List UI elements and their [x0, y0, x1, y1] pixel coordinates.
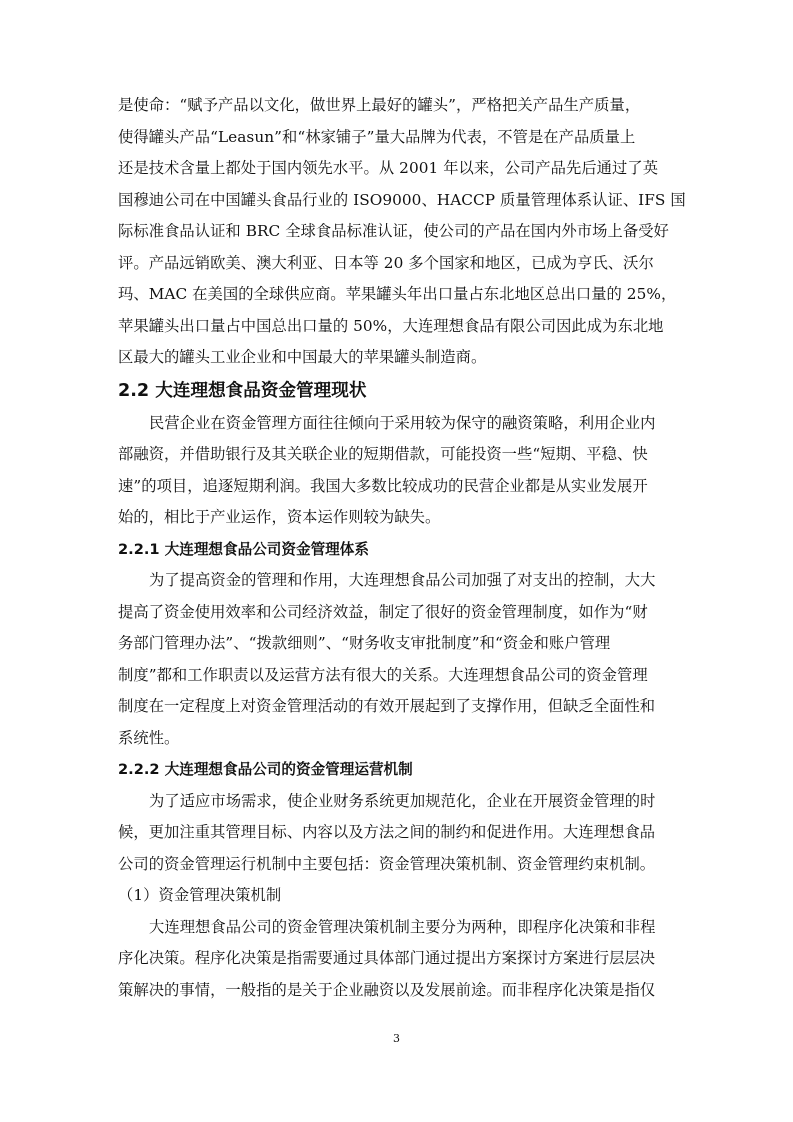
paragraph-line: 是使命：“赋予产品以文化，做世界上最好的罐头”，严格把关产品生产质量，: [118, 96, 641, 114]
paragraph-line: 提高了资金使用效率和公司经济效益，制定了很好的资金管理制度，如作为“财: [118, 602, 648, 621]
section-2-2-2-paragraph: [118, 786, 678, 1007]
paragraph-line: 还是技术含量上都处于国内领先水平。从 2001 年以来，公司产品先后通过了英: [118, 159, 659, 177]
paragraph-line: 为了提高资金的管理和作用，大连理想食品公司加强了对支出的控制，大大: [149, 571, 656, 589]
paragraph-line: 务部门管理办法”、“拨款细则”、“财务收支审批制度”和“资金和账户管理: [118, 634, 611, 652]
paragraph-line: 速”的项目，追逐短期利润。我国大多数比较成功的民营企业都是从实业发展开: [118, 476, 648, 495]
paragraph-line: 制度”都和工作职责以及运营方法有很大的关系。大连理想食品公司的资金管理: [118, 665, 648, 684]
section-2-2-1-paragraph: [118, 565, 678, 754]
section-heading-2-2-2: 2.2.2 大连理想食品公司的资金管理运营机制: [118, 761, 413, 778]
paragraph-line: 系统性。: [118, 728, 180, 747]
paragraph-line: 玛、MAC 在美国的全球供应商。苹果罐头年出口量占东北地区总出口量的 25%，: [118, 285, 677, 303]
paragraph-line: 国穆迪公司在中国罐头食品行业的 ISO9000、HACCP 质量管理体系认证、IFS 国: [118, 190, 686, 209]
paragraph-line: 为了适应市场需求，使企业财务系统更加规范化，企业在开展资金管理的时: [149, 791, 656, 810]
subsection-label: （1）资金管理决策机制: [118, 886, 282, 904]
section-heading-2-2-1: 2.2.1 大连理想食品公司资金管理体系: [118, 540, 369, 558]
paragraph-line: 候，更加注重其管理目标、内容以及方法之间的制约和促进作用。大连理想食品: [118, 823, 656, 841]
paragraph-line: 区最大的罐头工业企业和中国最大的苹果罐头制造商。: [118, 348, 487, 366]
paragraph-line: 序化决策。程序化决策是指需要通过具体部门通过提出方案探讨方案进行层层决: [118, 949, 656, 967]
paragraph-line: 始的，相比于产业运作，资本运作则较为缺失。: [118, 508, 441, 526]
section-2-2-paragraph: [118, 408, 678, 534]
paragraph-line: 部融资，并借助银行及其关联企业的短期借款，可能投资一些“短期、平稳、快: [118, 445, 648, 463]
paragraph-line: 使得罐头产品“Leasun”和“林家铺子”量大品牌为代表，不管是在产品质量上: [118, 127, 636, 146]
paragraph-line: 策解决的事情，一般指的是关于企业融资以及发展前途。而非程序化决策是指仅: [118, 980, 656, 999]
paragraph-line: 民营企业在资金管理方面往往倾向于采用较为保守的融资策略，利用企业内: [149, 413, 656, 432]
intro-paragraph: [118, 90, 686, 374]
section-heading-2-2: 2.2 大连理想食品资金管理现状: [118, 380, 367, 401]
page-number: 3: [393, 1032, 400, 1045]
paragraph-line: 评。产品远销欧美、澳大利亚、日本等 20 多个国家和地区，已成为亨氏、沃尔: [118, 253, 654, 272]
paragraph-line: 公司的资金管理运行机制中主要包括：资金管理决策机制、资金管理约束机制。: [118, 854, 656, 873]
document-page: [118, 90, 686, 1006]
paragraph-line: 制度在一定程度上对资金管理活动的有效开展起到了支撑作用，但缺乏全面性和: [118, 697, 656, 715]
paragraph-line: 际标准食品认证和 BRC 全球食品标准认证，使公司的产品在国内外市场上备受好: [118, 222, 669, 240]
paragraph-line: 苹果罐头出口量占中国总出口量的 50%，大连理想食品有限公司因此成为东北地: [118, 316, 664, 335]
paragraph-line: 大连理想食品公司的资金管理决策机制主要分为两种，即程序化决策和非程: [149, 917, 656, 936]
